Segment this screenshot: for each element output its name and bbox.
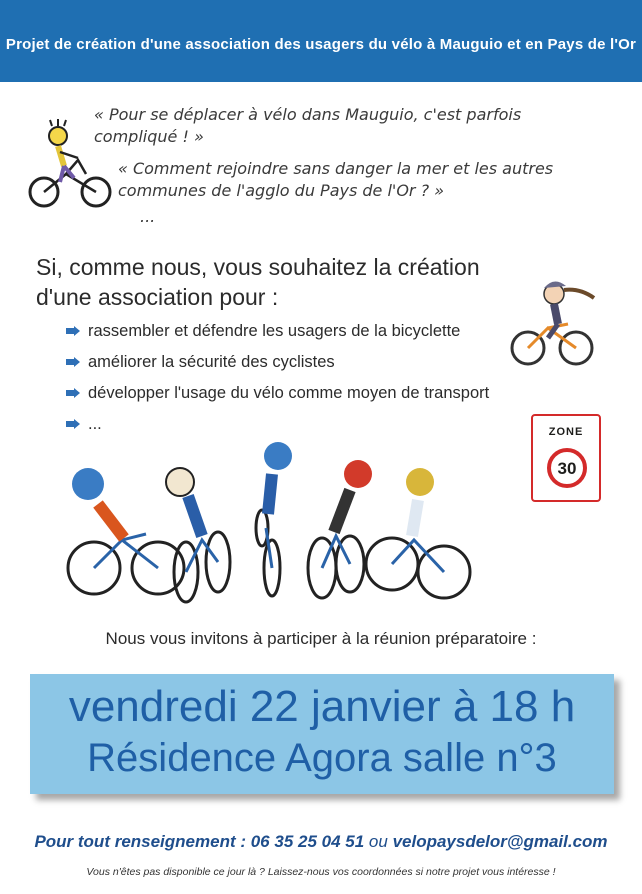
headline: Si, comme nous, vous souhaitez la création d'une association pour : — [36, 254, 480, 310]
quote-ellipsis: ... — [140, 207, 156, 226]
contact-separator: ou — [368, 832, 388, 851]
bullet-item — [66, 411, 546, 442]
contact-email[interactable]: velopaysdelor@gmail.com — [392, 832, 608, 851]
invitation-text: Nous vous invitons à participer à la réunion préparatoire : — [105, 629, 537, 648]
footnote: Vous n'êtes pas disponible ce jour là ? Laissez-nous vos coordonnées si notre projet vous intéresse ! — [86, 866, 556, 878]
zone-30-sign — [531, 414, 601, 502]
arrow-bullet-icon — [66, 357, 80, 367]
bullet-item — [66, 380, 546, 411]
header-banner — [0, 0, 642, 82]
arrow-bullet-icon — [66, 326, 80, 336]
bullet-text: améliorer la sécurité des cyclistes — [88, 353, 335, 371]
header-title: Projet de création d'une association des usagers du vélo à Mauguio et en Pays de l'Or — [5, 36, 637, 53]
zone-label: ZONE — [548, 426, 584, 438]
bullet-item — [66, 349, 546, 380]
bullet-item — [66, 318, 546, 349]
bullet-text: développer l'usage du vélo comme moyen de transport — [88, 384, 490, 402]
speed-limit-number: 30 — [557, 459, 577, 478]
meeting-banner — [30, 674, 614, 794]
arrow-bullet-icon — [66, 388, 80, 398]
bullet-list — [66, 318, 546, 442]
contact-line — [0, 832, 642, 852]
meeting-date: vendredi 22 janvier à 18 h — [68, 682, 576, 731]
quote-1: « Pour se déplacer à vélo dans Mauguio, c'est parfois compliqué ! » — [94, 105, 522, 146]
contact-phone: Pour tout renseignement : 06 35 25 04 51 — [34, 832, 365, 851]
arrow-bullet-icon — [66, 419, 80, 429]
bullet-text: rassembler et défendre les usagers de la bicyclette — [88, 322, 461, 340]
speed-limit-circle — [547, 448, 587, 488]
cyclists-group-illustration — [58, 444, 478, 620]
bullet-text: ... — [88, 415, 102, 433]
quote-2: « Comment rejoindre sans danger la mer et les autres communes de l'agglo du Pays de l'Or ? » — [118, 159, 554, 200]
meeting-location: Résidence Agora salle n°3 — [87, 736, 557, 780]
